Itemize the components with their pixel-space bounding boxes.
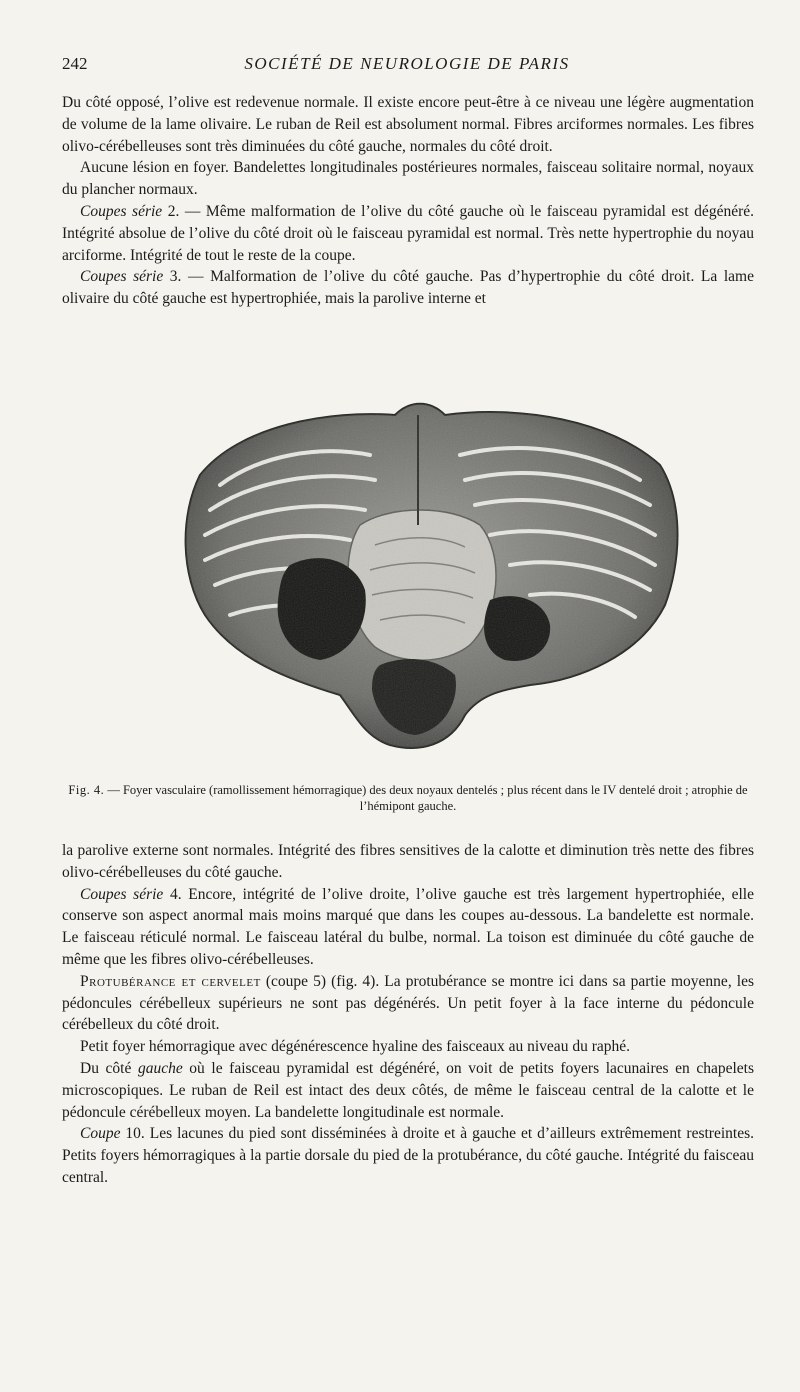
running-title: SOCIÉTÉ DE NEUROLOGIE DE PARIS (244, 54, 570, 73)
section-heading: Protubérance et cervelet (80, 972, 261, 990)
top-text-block (62, 92, 754, 310)
brain-section-figure (160, 385, 680, 760)
section-label: Coupes série (80, 885, 164, 903)
italic-word: gauche (137, 1059, 183, 1077)
paragraph-text: (coupe 5) (fig. 4). La protubérance se montre ici dans sa partie moyenne, les pédoncules cérébelleux supérieurs ne sont pas dégénérés. Un petit foyer à la face interne du pédoncule cérébelleux du côté droit. (62, 972, 754, 1034)
page-header (62, 54, 752, 80)
figure-label: Fig. 4. (68, 783, 105, 797)
bottom-text-block (62, 840, 754, 1189)
caption-text: — Foyer vasculaire (ramollissement hémorragique) des deux noyaux dentelés ; plus récent dans le IV dentelé droit ; atrophie de l’hémipont gauche. (104, 783, 748, 813)
paragraph (62, 971, 754, 1036)
paragraph (62, 1123, 754, 1188)
paragraph-text: 4. Encore, intégrité de l’olive droite, l’olive gauche est très largement hypertrophiée, elle conserve son aspect anormal mais moins marqué que dans les coupes au-dessous. La bandelette est normale. Le faisceau réticulé normal. Le faisceau latéral du bulbe, normal. La toison est diminuée du côté gauche de même que les fibres olivo-cérébelleuses. (62, 885, 754, 968)
section-number: 2. — (162, 202, 206, 220)
paragraph-text: Du côté (80, 1059, 138, 1077)
paragraph (62, 201, 754, 266)
paragraph: Du côté opposé, l’olive est redevenue normale. Il existe encore peut-être à ce niveau une légère augmentation de volume de la lame olivaire. Le ruban de Reil est absolument normal. Fibres arciformes normales. Les fibres olivo-cérébelleuses sont très diminuées du côté gauche, normales du côté droit. (62, 94, 754, 155)
section-label: Coupes série (80, 202, 163, 220)
page-number: 242 (62, 54, 88, 73)
paragraph: Petit foyer hémorragique avec dégénérescence hyaline des faisceaux au niveau du raphé. (80, 1038, 630, 1056)
section-label: Coupe (80, 1125, 121, 1143)
paragraph: la parolive externe sont normales. Intégrité des fibres sensitives de la calotte et diminution très nette des fibres olivo-cérébelleuses du côté gauche. (62, 842, 754, 881)
paragraph-text: Malformation de l’olive du côté gauche. Pas d’hypertrophie du côté droit. La lame olivaire du côté gauche est hypertrophiée, mais la parolive interne et (62, 268, 754, 308)
figure-caption (62, 782, 754, 814)
paragraph (62, 266, 754, 310)
paragraph-text: où le faisceau pyramidal est dégénéré, on voit de petits foyers lacunaires en chapelets microscopiques. Le ruban de Reil est intact des deux côtés, de même le faisceau central de la calotte et le pédoncule cérébelleux moyen. La bandelette longitudinale est normale. (62, 1059, 754, 1121)
grain-overlay (186, 404, 678, 748)
paragraph (62, 1058, 754, 1123)
section-number: 3. — (163, 268, 211, 286)
paragraph (62, 884, 754, 971)
paragraph-text: 10. Les lacunes du pied sont disséminées à droite et à gauche et d’ailleurs extrêmement restreintes. Petits foyers hémorragiques à la partie dorsale du pied de la protubérance, du côté gauche. Intégrité du faisceau central. (62, 1125, 754, 1186)
paragraph-text: Même malformation de l’olive du côté gauche où le faisceau pyramidal est dégénéré. Intégrité absolue de l’olive du côté droit où le faisceau pyramidal est normal. Très nette hypertrophie du noyau arciforme. Intégrité de tout le reste de la coupe. (62, 202, 754, 264)
section-label: Coupes série (80, 268, 164, 286)
paragraph: Aucune lésion en foyer. Bandelettes longitudinales postérieures normales, faisceau solitaire normal, noyaux du plancher normaux. (62, 159, 754, 199)
